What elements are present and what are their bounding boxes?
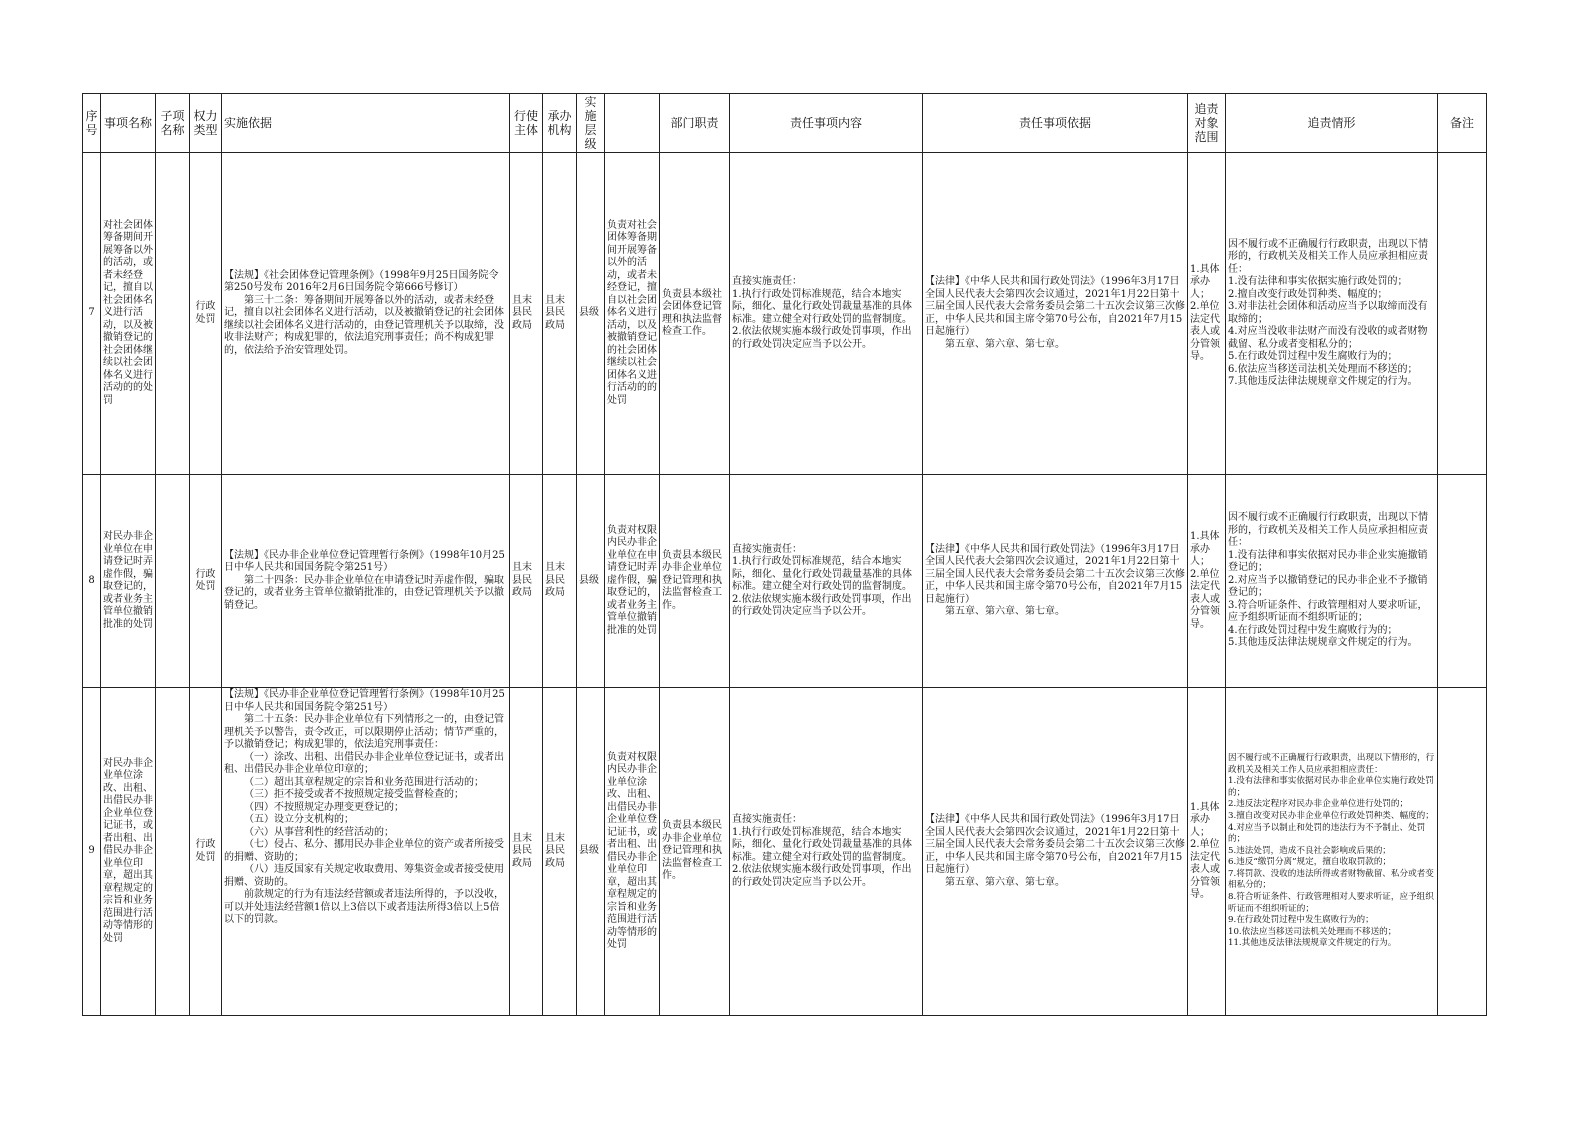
situation-line: 4.在行政处罚过程中发生腐败行为的；	[1228, 624, 1398, 636]
resp-basis-line: 第五章、第六章、第七章。	[945, 338, 1065, 350]
row-resp-basis	[923, 153, 1188, 475]
header-power-type: 权力类型	[190, 94, 222, 153]
situation-line: 因不履行或不正确履行行政职责，出现以下情形的，行政机关及相关工作人员应承担相应责任：	[1228, 512, 1428, 549]
row-subitem	[156, 153, 190, 475]
row-power-type: 行政处罚	[190, 688, 222, 1016]
basis-line: 前款规定的行为有违法经营额或者违法所得的，予以没收，可以并处违法经营额1倍以上3倍以下或者违法所得3倍以上5倍以下的罚款。	[224, 889, 504, 925]
situation-line: 6.依法应当移送司法机关处理而不移送的；	[1228, 363, 1418, 375]
row-subject: 且末县民政局	[510, 153, 543, 475]
resp-content-line: 1.执行行政处罚标准规范，结合本地实际，细化、量化行政处罚裁量基准的具体标准。建立健全对行政处罚的监督制度。	[732, 556, 912, 592]
resp-content-line: 1.执行行政处罚标准规范，结合本地实际，细化、量化行政处罚裁量基准的具体标准。建立健全对行政处罚的监督制度。	[732, 288, 912, 325]
situation-line: 7.其他违反法律法规规章文件规定的行为。	[1228, 376, 1418, 387]
row-remark	[1438, 475, 1487, 688]
scope-line: 1.具体承办人；	[1190, 263, 1220, 300]
basis-line: （四）不按照规定办理变更登记的；	[244, 801, 404, 813]
row-level: 县级	[577, 688, 605, 1016]
row-item: 对民办非企业单位在申请登记时弄虚作假，骗取登记的，或者业务主管单位撤销批准的处罚	[101, 475, 156, 688]
basis-line: 第三十二条：筹备期间开展筹备以外的活动，或者未经登记，擅自以社会团体名义进行活动，以及被撤销登记的社会团体继续以社会团体名义进行活动的，由登记管理机关予以取缔，没收非法财产；构成犯罪的，依法追究刑事责任；尚不构成犯罪的，依法给予治安管理处罚。	[224, 294, 504, 356]
basis-line: 【法规】《民办非企业单位登记管理暂行条例》（1998年10月25日中华人民共和国国务院令第251号）	[224, 549, 505, 574]
responsibility-table-sheet	[82, 93, 1486, 1016]
row-agency: 且末县民政局	[543, 153, 577, 475]
header-level: 实施层级	[577, 94, 605, 153]
row-agency: 且末县民政局	[543, 475, 577, 688]
basis-line: 【法规】《社会团体登记管理条例》（1998年9月25日国务院令第250号发布 2016年2月6日国务院令第666号修订）	[224, 269, 499, 294]
row-subitem	[156, 475, 190, 688]
resp-content-line: 直接实施责任：	[732, 543, 802, 555]
situation-line: 3.对非法社会团体和活动应当予以取缔而没有取缔的；	[1228, 301, 1428, 325]
row-subitem	[156, 688, 190, 1016]
situation-line: 3.符合听证条件、行政管理相对人要求听证，应予组织听证而不组织听证的；	[1228, 599, 1428, 624]
situation-line: 7.将罚款、没收的违法所得或者财物截留、私分或者变相私分的；	[1228, 868, 1434, 891]
row-scope	[1188, 153, 1226, 475]
responsibility-table	[82, 93, 1487, 1016]
situation-line: 1.没有法律和事实依据对民办非企业实施撤销登记的；	[1228, 549, 1428, 574]
situation-line: 1.没有法律和事实依据实施行政处罚的；	[1228, 276, 1408, 287]
row-level: 县级	[577, 153, 605, 475]
situation-line: 11.其他违反法律法规规章文件规定的行为。	[1228, 938, 1397, 949]
resp-basis-line: 第五章、第六章、第七章。	[945, 606, 1065, 617]
situation-line: 2.对应当予以撤销登记的民办非企业不予撤销登记的；	[1228, 574, 1428, 599]
basis-line: （一）涂改、出租、出借民办非企业单位登记证书，或者出租、出借民办非企业单位印章的；	[224, 751, 504, 775]
scope-line: 2.单位法定代表人或分管领导。	[1190, 568, 1220, 630]
row-seq: 8	[83, 475, 101, 688]
table-row	[83, 688, 1487, 1016]
row-blank-column: 负责对权限内民办非企业单位在申请登记时弄虚作假，骗取登记的，或者业务主管单位撤销批准的处罚	[605, 475, 660, 688]
resp-content-line: 直接实施责任：	[732, 814, 802, 825]
row-remark	[1438, 153, 1487, 475]
situation-line: 8.符合听证条件、行政管理相对人要求听证，应予组织听证而不组织听证的；	[1228, 892, 1434, 914]
row-dept-duty: 负责县本级民办非企业单位登记管理和执法监督检查工作。	[660, 475, 730, 688]
row-remark	[1438, 688, 1487, 1016]
row-agency: 且末县民政局	[543, 688, 577, 1016]
situation-line: 9.在行政处罚过程中发生腐败行为的；	[1228, 915, 1374, 926]
situation-line: 6.违反“缴罚分离”规定，擅自收取罚款的；	[1228, 857, 1392, 868]
row-subject: 且末县民政局	[510, 475, 543, 688]
row-situations	[1226, 475, 1438, 688]
row-item: 对民办非企业单位涂改、出租、出借民办非企业单位登记证书，或者出租、出借民办非企业单位印章，超出其章程规定的宗旨和业务范围进行活动等情形的处罚	[101, 688, 156, 1016]
situation-line: 5.在行政处罚过程中发生腐败行为的；	[1228, 351, 1398, 362]
basis-line: （二）超出其章程规定的宗旨和业务范围进行活动的；	[244, 776, 484, 788]
basis-line: 第二十五条：民办非企业单位有下列情形之一的，由登记管理机关予以警告，责令改正，可以限期停止活动；情节严重的，予以撤销登记；构成犯罪的，依法追究刑事责任：	[224, 714, 504, 750]
row-blank-column: 负责对权限内民办非企业单位涂改、出租、出借民办非企业单位登记证书，或者出租、出借民办非企业单位印章，超出其章程规定的宗旨和业务范围进行活动等情形的处罚	[605, 688, 660, 1016]
header-resp-basis: 责任事项依据	[923, 94, 1188, 153]
situation-line: 5.其他违反法律法规规章文件规定的行为。	[1228, 637, 1418, 649]
scope-line: 2.单位法定代表人或分管领导。	[1190, 839, 1220, 900]
row-blank-column: 负责对社会团体筹备期间开展筹备以外的活动，或者未经登记，擅自以社会团体名义进行活动，以及被撤销登记的社会团体继续以社会团体名义进行活动的的处罚	[605, 153, 660, 475]
header-subject: 行使主体	[510, 94, 543, 153]
resp-content-line: 1.执行行政处罚标准规范，结合本地实际，细化、量化行政处罚裁量基准的具体标准。建立健全对行政处罚的监督制度。	[732, 826, 912, 863]
header-situations: 追责情形	[1226, 94, 1438, 153]
situation-line: 因不履行或不正确履行行政职责，出现以下情形的，行政机关及相关工作人员应承担相应责任：	[1228, 752, 1435, 775]
row-resp-basis	[923, 475, 1188, 688]
situation-line: 10.依法应当移送司法机关处理而不移送的；	[1228, 926, 1397, 937]
row-dept-duty: 负责县本级社会团体登记管理和执法监督检查工作。	[660, 153, 730, 475]
situation-line: 因不履行或不正确履行行政职责，出现以下情形的，行政机关及相关工作人员应承担相应责任：	[1228, 238, 1428, 275]
row-seq: 9	[83, 688, 101, 1016]
situation-line: 5.违法处罚，造成不良社会影响或后果的；	[1228, 845, 1391, 856]
row-resp-content	[730, 475, 923, 688]
header-item: 事项名称	[101, 94, 156, 153]
row-basis	[222, 688, 510, 1016]
row-basis	[222, 475, 510, 688]
row-situations	[1226, 153, 1438, 475]
row-resp-basis	[923, 688, 1188, 1016]
row-resp-content	[730, 688, 923, 1016]
situation-line: 2.违反法定程序对民办非企业单位进行处罚的；	[1228, 799, 1409, 810]
row-dept-duty: 负责县本级民办非企业单位登记管理和执法监督检查工作。	[660, 688, 730, 1016]
table-row	[83, 475, 1487, 688]
scope-line: 2.单位法定代表人或分管领导。	[1190, 301, 1220, 362]
row-power-type: 行政处罚	[190, 475, 222, 688]
header-dept-duty: 部门职责	[660, 94, 730, 153]
row-resp-content	[730, 153, 923, 475]
row-situations	[1226, 688, 1438, 1016]
basis-line: （六）从事营利性的经营活动的；	[244, 826, 394, 838]
row-level: 县级	[577, 475, 605, 688]
situation-line: 3.擅自改变对民办非企业单位行政处罚种类、幅度的；	[1228, 810, 1434, 821]
row-item: 对社会团体筹备期间开展筹备以外的活动，或者未经登记，擅自以社会团体名义进行活动，以及被撤销登记的社会团体继续以社会团体名义进行活动的的处罚	[101, 153, 156, 475]
resp-content-line: 2.依法依规实施本级行政处罚事项，作出的行政处罚决定应当予以公开。	[732, 864, 912, 888]
resp-basis-line: 【法律】《中华人民共和国行政处罚法》（1996年3月17日全国人民代表大会第四次会议通过，2021年1月22日第十三届全国人民代表大会常务委员会第二十五次会议第三次修正，中华人民共和国主席令第70号公布，自2021年7月15日起施行）	[925, 814, 1185, 875]
header-remark: 备注	[1438, 94, 1487, 153]
header-basis: 实施依据	[222, 94, 510, 153]
row-scope	[1188, 688, 1226, 1016]
resp-content-line: 2.依法依规实施本级行政处罚事项，作出的行政处罚决定应当予以公开。	[732, 326, 912, 350]
situation-line: 1.没有法律和事实依据对民办非企业单位实施行政处罚的；	[1228, 776, 1434, 798]
resp-basis-line: 【法律】《中华人民共和国行政处罚法》（1996年3月17日全国人民代表大会第四次会议通过，2021年1月22日第十三届全国人民代表大会常务委员会第二十五次会议第三次修正，中华人民共和国主席令第70号公布，自2021年7月15日起施行）	[925, 543, 1185, 605]
basis-line: 第二十四条：民办非企业单位在申请登记时弄虚作假，骗取登记的，或者业务主管单位撤销批准的，由登记管理机关予以撤销登记。	[224, 574, 504, 611]
row-basis	[222, 153, 510, 475]
basis-line: （三）拒不接受或者不按照规定接受监督检查的；	[244, 789, 464, 800]
row-seq: 7	[83, 153, 101, 475]
resp-basis-line: 第五章、第六章、第七章。	[945, 876, 1065, 888]
basis-line: 【法规】《民办非企业单位登记管理暂行条例》（1998年10月25日中华人民共和国国务院令第251号）	[224, 689, 505, 713]
header-blank	[605, 94, 660, 153]
header-resp-content: 责任事项内容	[730, 94, 923, 153]
situation-line: 4.对应当没收非法财产而没有没收的或者财物截留、私分或者变相私分的；	[1228, 326, 1428, 350]
header-agency: 承办机构	[543, 94, 577, 153]
header-subitem: 子项名称	[156, 94, 190, 153]
scope-line: 1.具体承办人；	[1190, 531, 1220, 567]
basis-line: （八）违反国家有关规定收取费用、筹集资金或者接受使用捐赠、资助的。	[224, 864, 504, 888]
basis-line: （五）设立分支机构的；	[244, 814, 354, 825]
header-seq: 序号	[83, 94, 101, 153]
row-power-type: 行政处罚	[190, 153, 222, 475]
basis-line: （七）侵占、私分、挪用民办非企业单位的资产或者所接受的捐赠、资助的；	[224, 839, 504, 863]
scope-line: 1.具体承办人；	[1190, 801, 1220, 838]
resp-content-line: 2.依法依规实施本级行政处罚事项，作出的行政处罚决定应当予以公开。	[732, 593, 912, 617]
row-scope	[1188, 475, 1226, 688]
situation-line: 2.擅自改变行政处罚种类、幅度的；	[1228, 288, 1388, 300]
row-subject: 且末县民政局	[510, 688, 543, 1016]
header-scope: 追责对象范围	[1188, 94, 1226, 153]
resp-basis-line: 【法律】《中华人民共和国行政处罚法》（1996年3月17日全国人民代表大会第四次会议通过，2021年1月22日第十三届全国人民代表大会常务委员会第二十五次会议第三次修正，中华人民共和国主席令第70号公布，自2021年7月15日起施行）	[925, 276, 1185, 337]
resp-content-line: 直接实施责任：	[732, 276, 802, 287]
table-row	[83, 153, 1487, 475]
header-row	[83, 94, 1487, 153]
situation-line: 4.对应当予以制止和处罚的违法行为不予制止、处罚的；	[1228, 822, 1426, 845]
